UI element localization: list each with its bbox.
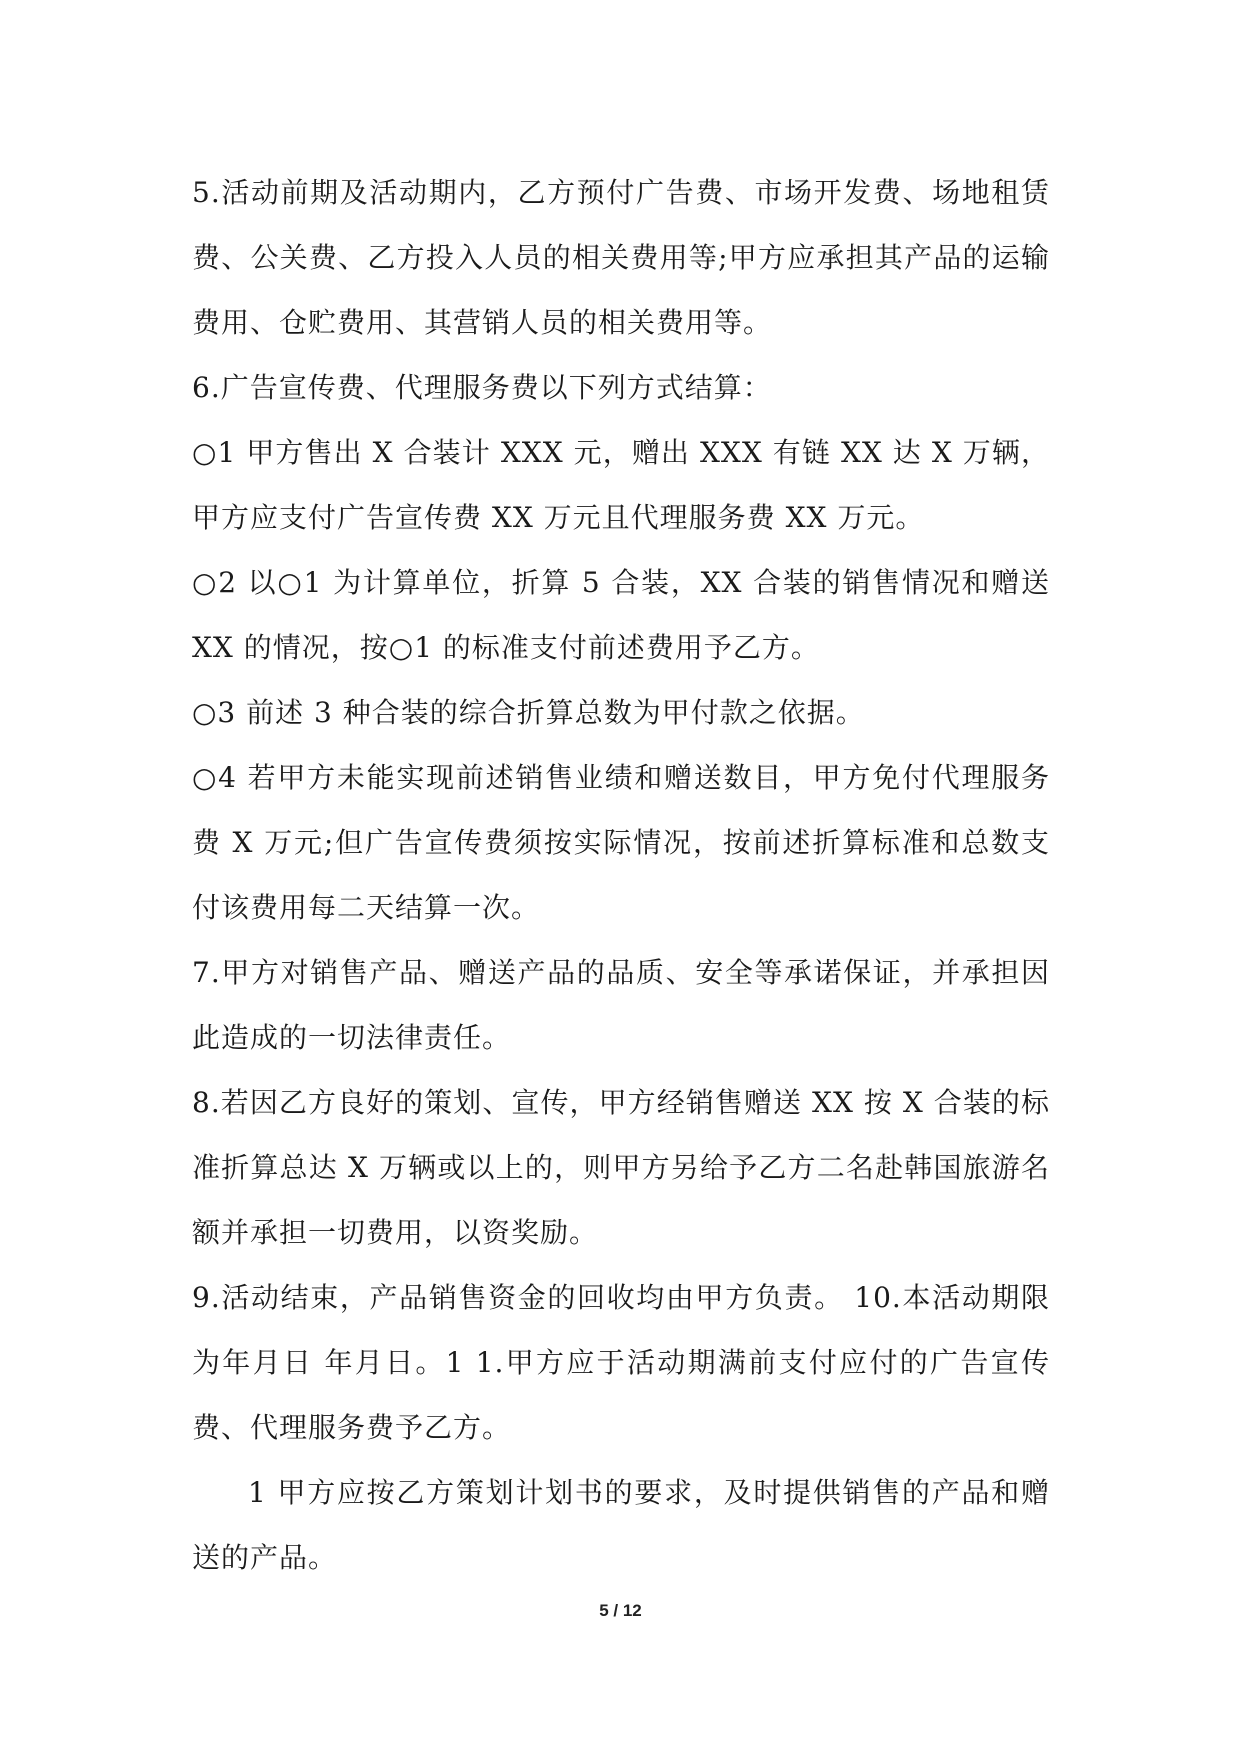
document-body: [192, 160, 1050, 1590]
paragraph-clause-7: 7.甲方对销售产品、赠送产品的品质、安全等承诺保证，并承担因此造成的一切法律责任。: [192, 956, 1050, 1054]
page-number: 5 / 12: [599, 1601, 642, 1620]
paragraph-clause-8: 8.若因乙方良好的策划、宣传，甲方经销售赠送 XX 按 X 合装的标准折算总达 X 万辆或以上的，则甲方另给予乙方二名赴韩国旅游名额并承担一切费用，以资奖励。: [192, 1086, 1050, 1249]
paragraph-item-4: ○4 若甲方未能实现前述销售业绩和赠送数目，甲方免付代理服务费 X 万元;但广告宣传费须按实际情况，按前述折算标准和总数支付该费用每二天结算一次。: [192, 761, 1050, 924]
paragraph-clause-6: 6.广告宣传费、代理服务费以下列方式结算：: [192, 371, 772, 404]
paragraph-item-1: ○1 甲方售出 X 合装计 XXX 元，赠出 XXX 有链 XX 达 X 万辆，甲方应支付广告宣传费 XX 万元且代理服务费 XX 万元。: [192, 436, 1050, 534]
paragraph-clause-9-11: 9.活动结束，产品销售资金的回收均由甲方负责。 10.本活动期限为年月日 年月日。1 1.甲方应于活动期满前支付应付的广告宣传费、代理服务费予乙方。: [192, 1281, 1050, 1444]
paragraph-item-2: ○2 以○1 为计算单位，折算 5 合装，XX 合装的销售情况和赠送 XX 的情况，按○1 的标准支付前述费用予乙方。: [192, 566, 1050, 664]
paragraph-item-3: ○3 前述 3 种合装的综合折算总数为甲付款之依据。: [192, 696, 865, 729]
paragraph-clause-5: 5.活动前期及活动期内，乙方预付广告费、市场开发费、场地租赁费、公关费、乙方投入人员的相关费用等;甲方应承担其产品的运输费用、仓贮费用、其营销人员的相关费用等。: [192, 176, 1050, 339]
paragraph-obligation-1: 1 甲方应按乙方策划计划书的要求，及时提供销售的产品和赠送的产品。: [192, 1476, 1050, 1574]
